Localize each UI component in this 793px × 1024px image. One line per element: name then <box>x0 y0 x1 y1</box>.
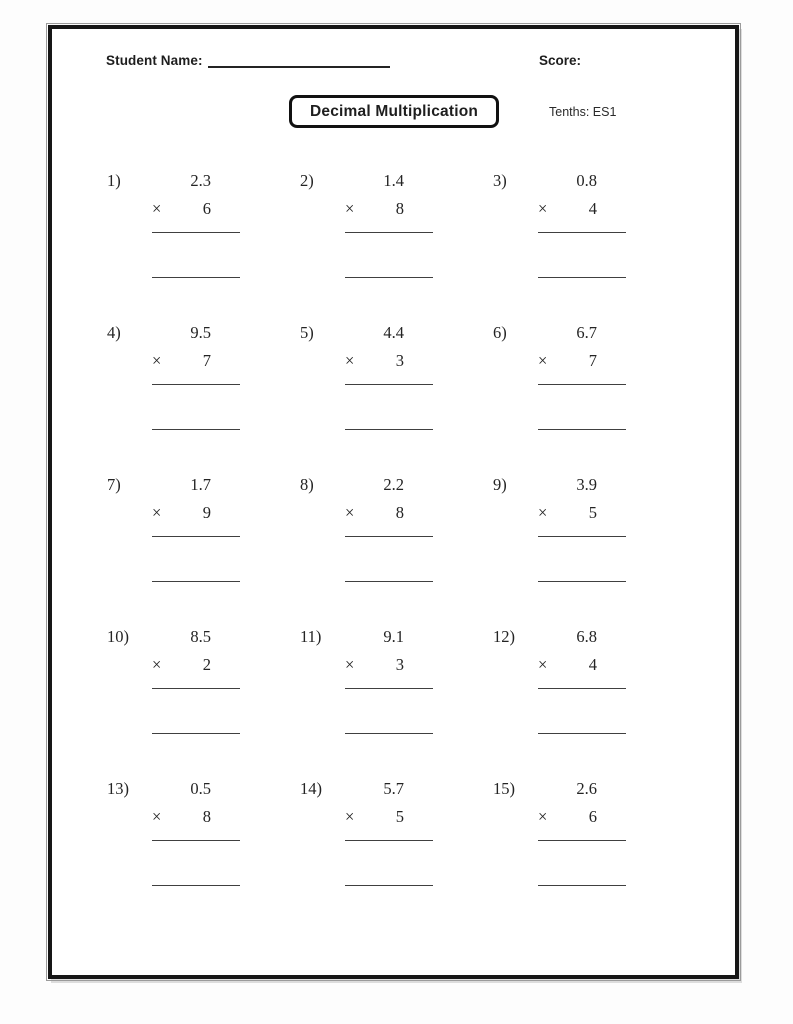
student-name-line[interactable] <box>208 53 390 68</box>
multiplier: 8 <box>202 807 211 826</box>
multiplier: 7 <box>588 351 597 370</box>
problem-number: 2) <box>300 171 314 190</box>
multiplier: 5 <box>395 807 404 826</box>
problem-number: 12) <box>493 627 515 646</box>
multiply-icon: × <box>538 503 548 522</box>
answer-line[interactable] <box>538 885 626 886</box>
multiplicand: 2.6 <box>576 779 597 798</box>
page-border-frame <box>48 25 739 979</box>
product-rule-line <box>345 384 433 385</box>
multiplier: 8 <box>395 503 404 522</box>
skill-tag: Tenths: ES1 <box>549 105 617 119</box>
multiply-icon: × <box>152 199 162 218</box>
multiplier: 7 <box>202 351 211 370</box>
problem-work-area <box>152 778 240 886</box>
product-rule-line <box>152 840 240 841</box>
operator-row <box>152 350 240 372</box>
problem-work-area <box>152 474 240 582</box>
problem-work-area <box>345 626 433 734</box>
operator-row <box>538 350 626 372</box>
operator-row <box>345 502 433 524</box>
problem-cell <box>493 474 686 626</box>
multiply-icon: × <box>538 807 548 826</box>
multiplicand: 2.3 <box>190 171 211 190</box>
multiplicand: 1.7 <box>190 475 211 494</box>
problem-cell <box>300 170 493 322</box>
multiply-icon: × <box>538 655 548 674</box>
answer-line[interactable] <box>538 429 626 430</box>
student-name-label: Student Name: <box>106 53 203 68</box>
problem-work-area <box>538 322 626 430</box>
answer-line[interactable] <box>345 429 433 430</box>
product-rule-line <box>345 232 433 233</box>
multiplier: 4 <box>588 199 597 218</box>
operator-row <box>345 654 433 676</box>
product-rule-line <box>538 536 626 537</box>
score-label: Score: <box>539 53 582 68</box>
problem-cell <box>107 170 300 322</box>
problem-cell <box>300 778 493 930</box>
multiply-icon: × <box>538 351 548 370</box>
multiplicand: 2.2 <box>383 475 404 494</box>
operator-row <box>152 198 240 220</box>
multiplicand: 6.8 <box>576 627 597 646</box>
multiplier: 3 <box>395 655 404 674</box>
multiplier: 4 <box>588 655 597 674</box>
operator-row <box>152 806 240 828</box>
problem-number: 11) <box>300 627 322 646</box>
problem-cell <box>300 474 493 626</box>
product-rule-line <box>538 232 626 233</box>
problem-cell <box>493 170 686 322</box>
multiplier: 6 <box>202 199 211 218</box>
multiplicand: 8.5 <box>190 627 211 646</box>
problem-number: 8) <box>300 475 314 494</box>
problem-work-area <box>345 778 433 886</box>
product-rule-line <box>345 536 433 537</box>
multiplier: 2 <box>202 655 211 674</box>
problem-cell <box>493 778 686 930</box>
multiplicand: 3.9 <box>576 475 597 494</box>
multiply-icon: × <box>345 655 355 674</box>
operator-row <box>152 502 240 524</box>
multiplier: 9 <box>202 503 211 522</box>
product-rule-line <box>152 384 240 385</box>
problem-number: 3) <box>493 171 507 190</box>
multiplicand: 9.5 <box>190 323 211 342</box>
product-rule-line <box>538 840 626 841</box>
multiplicand: 0.8 <box>576 171 597 190</box>
problem-work-area <box>538 626 626 734</box>
multiply-icon: × <box>152 503 162 522</box>
problem-cell <box>107 778 300 930</box>
operator-row <box>345 198 433 220</box>
multiplicand: 9.1 <box>383 627 404 646</box>
multiplicand: 5.7 <box>383 779 404 798</box>
multiply-icon: × <box>152 655 162 674</box>
problem-number: 4) <box>107 323 121 342</box>
problem-cell <box>107 626 300 778</box>
worksheet-title: Decimal Multiplication <box>289 95 499 128</box>
multiplier: 6 <box>588 807 597 826</box>
problem-work-area <box>152 626 240 734</box>
problem-number: 6) <box>493 323 507 342</box>
problem-number: 7) <box>107 475 121 494</box>
problem-cell <box>107 474 300 626</box>
problem-cell <box>300 626 493 778</box>
problem-number: 9) <box>493 475 507 494</box>
problem-work-area <box>538 778 626 886</box>
problem-number: 13) <box>107 779 129 798</box>
problem-cell <box>493 322 686 474</box>
product-rule-line <box>345 688 433 689</box>
multiplicand: 1.4 <box>383 171 404 190</box>
problem-work-area <box>345 322 433 430</box>
problem-number: 5) <box>300 323 314 342</box>
answer-line[interactable] <box>538 581 626 582</box>
problem-work-area <box>152 170 240 278</box>
problem-cell <box>107 322 300 474</box>
multiply-icon: × <box>152 351 162 370</box>
multiplier: 3 <box>395 351 404 370</box>
problem-number: 14) <box>300 779 322 798</box>
multiply-icon: × <box>345 199 355 218</box>
answer-line[interactable] <box>538 277 626 278</box>
operator-row <box>538 198 626 220</box>
product-rule-line <box>345 840 433 841</box>
problem-cell <box>493 626 686 778</box>
answer-line[interactable] <box>345 733 433 734</box>
product-rule-line <box>152 536 240 537</box>
answer-line[interactable] <box>152 581 240 582</box>
product-rule-line <box>152 688 240 689</box>
problem-number: 10) <box>107 627 129 646</box>
multiplicand: 0.5 <box>190 779 211 798</box>
product-rule-line <box>538 688 626 689</box>
operator-row <box>538 502 626 524</box>
problem-number: 15) <box>493 779 515 798</box>
problem-work-area <box>345 170 433 278</box>
problem-cell <box>300 322 493 474</box>
product-rule-line <box>152 232 240 233</box>
multiply-icon: × <box>345 503 355 522</box>
operator-row <box>345 806 433 828</box>
multiplicand: 4.4 <box>383 323 404 342</box>
answer-line[interactable] <box>152 733 240 734</box>
student-name-row <box>106 53 390 68</box>
problem-work-area <box>538 474 626 582</box>
multiply-icon: × <box>345 807 355 826</box>
multiplicand: 6.7 <box>576 323 597 342</box>
multiply-icon: × <box>345 351 355 370</box>
answer-line[interactable] <box>538 733 626 734</box>
operator-row <box>538 806 626 828</box>
multiply-icon: × <box>538 199 548 218</box>
answer-line[interactable] <box>345 885 433 886</box>
answer-line[interactable] <box>152 277 240 278</box>
multiplier: 5 <box>588 503 597 522</box>
answer-line[interactable] <box>152 885 240 886</box>
problems-grid <box>107 170 686 930</box>
multiply-icon: × <box>152 807 162 826</box>
product-rule-line <box>538 384 626 385</box>
problem-work-area <box>152 322 240 430</box>
problem-work-area <box>345 474 433 582</box>
answer-line[interactable] <box>345 581 433 582</box>
problem-work-area <box>538 170 626 278</box>
operator-row <box>538 654 626 676</box>
operator-row <box>345 350 433 372</box>
answer-line[interactable] <box>345 277 433 278</box>
operator-row <box>152 654 240 676</box>
answer-line[interactable] <box>152 429 240 430</box>
multiplier: 8 <box>395 199 404 218</box>
problem-number: 1) <box>107 171 121 190</box>
